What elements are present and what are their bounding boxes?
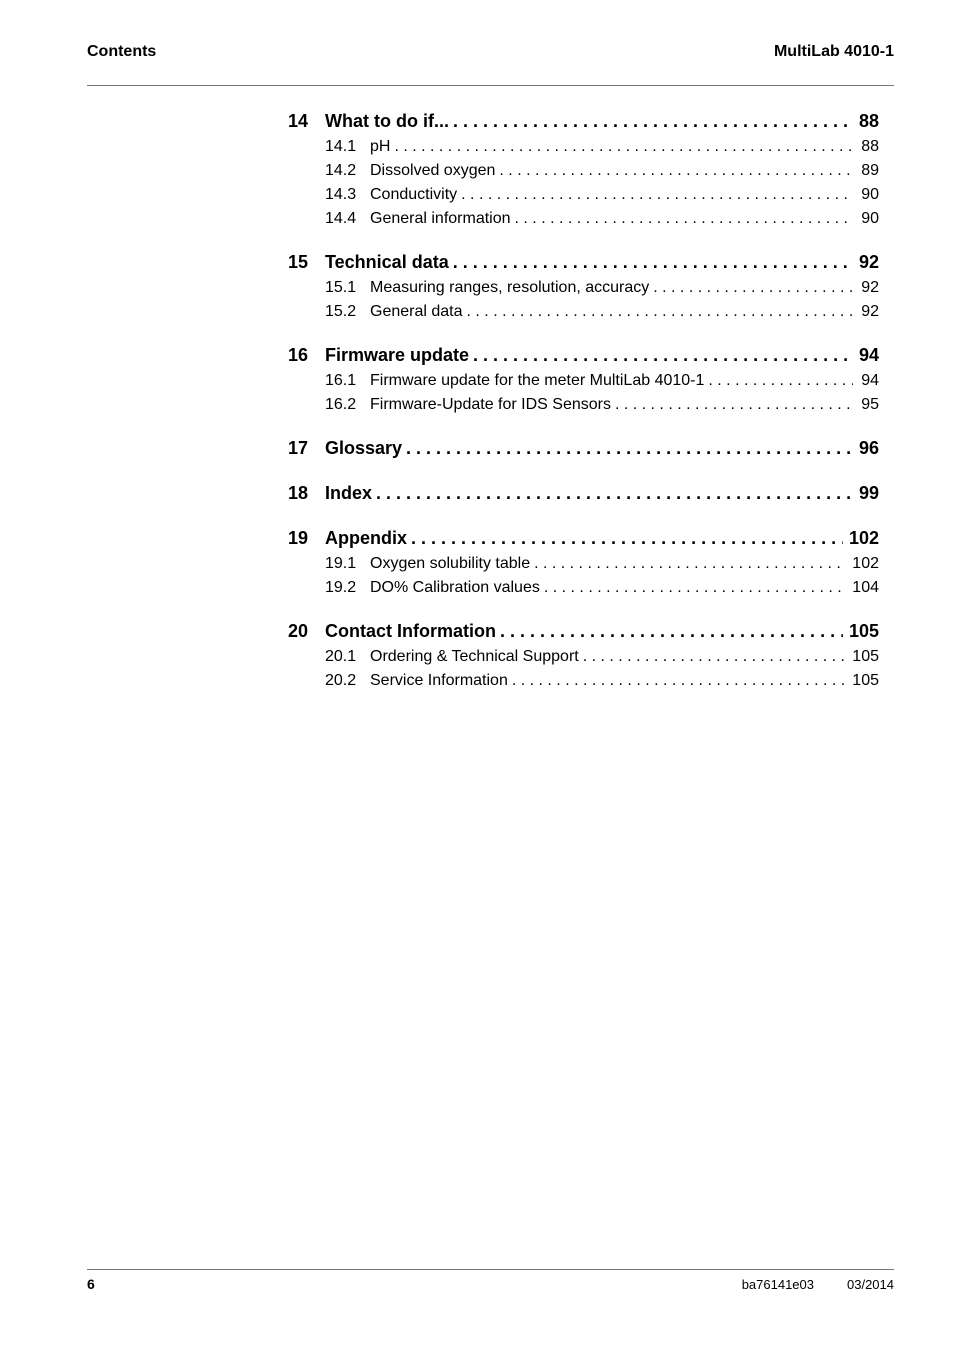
section-title: Firmware update for the meter MultiLab 4010-1 bbox=[370, 372, 705, 389]
section-title: pH bbox=[370, 138, 391, 155]
toc-section-entry[interactable] bbox=[288, 183, 879, 207]
section-number: 19.2 bbox=[325, 579, 357, 596]
dot-leader bbox=[534, 552, 846, 576]
toc-section-entry[interactable] bbox=[288, 393, 879, 417]
chapter-page-number: 94 bbox=[858, 345, 879, 365]
chapter-page-number: 88 bbox=[858, 111, 879, 131]
toc-chapter-entry[interactable] bbox=[288, 618, 879, 645]
chapter-title: Appendix bbox=[325, 528, 408, 548]
chapter-number: 14 bbox=[288, 111, 309, 131]
section-page-number: 94 bbox=[861, 372, 879, 389]
dot-leader bbox=[473, 342, 853, 369]
chapter-page-number: 99 bbox=[858, 483, 879, 503]
toc-chapter-entry[interactable] bbox=[288, 525, 879, 552]
dot-leader bbox=[544, 576, 846, 600]
toc-chapter-entry[interactable] bbox=[288, 249, 879, 276]
toc-section-entry[interactable] bbox=[288, 276, 879, 300]
dot-leader bbox=[500, 618, 843, 645]
section-number: 14.4 bbox=[325, 210, 357, 227]
dot-leader bbox=[499, 159, 853, 183]
header-divider bbox=[87, 85, 894, 86]
toc-section-entry[interactable] bbox=[288, 645, 879, 669]
dot-leader bbox=[411, 525, 843, 552]
header-product-name: MultiLab 4010-1 bbox=[773, 43, 894, 60]
chapter-title: What to do if... bbox=[325, 111, 449, 131]
dot-leader bbox=[467, 300, 853, 324]
chapter-page-number: 96 bbox=[858, 438, 879, 458]
section-page-number: 105 bbox=[852, 672, 879, 689]
toc-section-entry[interactable] bbox=[288, 135, 879, 159]
toc-chapter bbox=[288, 108, 879, 231]
section-title: Ordering & Technical Support bbox=[370, 648, 579, 665]
dot-leader bbox=[708, 369, 853, 393]
section-page-number: 92 bbox=[861, 303, 879, 320]
section-title: General information bbox=[370, 210, 511, 227]
section-page-number: 95 bbox=[861, 396, 879, 413]
section-number: 16.2 bbox=[325, 396, 357, 413]
dot-leader bbox=[461, 183, 853, 207]
toc-section-entry[interactable] bbox=[288, 552, 879, 576]
chapter-page-number: 102 bbox=[848, 528, 879, 548]
footer-document-code: ba76141e03 bbox=[741, 1277, 814, 1292]
section-title: DO% Calibration values bbox=[370, 579, 540, 596]
dot-leader bbox=[512, 669, 846, 693]
toc-chapter bbox=[288, 249, 879, 324]
section-number: 15.2 bbox=[325, 303, 357, 320]
dot-leader bbox=[615, 393, 853, 417]
dot-leader bbox=[653, 276, 853, 300]
footer-page-number: 6 bbox=[87, 1276, 95, 1292]
section-number: 14.2 bbox=[325, 162, 357, 179]
dot-leader bbox=[453, 249, 853, 276]
section-title: Service Information bbox=[370, 672, 508, 689]
section-page-number: 102 bbox=[852, 555, 879, 572]
toc-chapter-entry[interactable] bbox=[288, 108, 879, 135]
dot-leader bbox=[453, 108, 853, 135]
chapter-title: Technical data bbox=[325, 252, 449, 272]
section-page-number: 88 bbox=[861, 138, 879, 155]
section-page-number: 89 bbox=[861, 162, 879, 179]
chapter-title: Glossary bbox=[325, 438, 403, 458]
toc-section-entry[interactable] bbox=[288, 576, 879, 600]
section-number: 16.1 bbox=[325, 372, 357, 389]
chapter-number: 16 bbox=[288, 345, 309, 365]
footer-document-date: 03/2014 bbox=[847, 1277, 894, 1292]
chapter-number: 20 bbox=[288, 621, 309, 641]
toc-section-entry[interactable] bbox=[288, 300, 879, 324]
header-section-title: Contents bbox=[87, 43, 157, 60]
page-header bbox=[87, 40, 894, 68]
dot-leader bbox=[583, 645, 847, 669]
section-page-number: 104 bbox=[852, 579, 879, 596]
chapter-number: 15 bbox=[288, 252, 309, 272]
toc-section-entry[interactable] bbox=[288, 207, 879, 231]
section-page-number: 105 bbox=[852, 648, 879, 665]
chapter-number: 17 bbox=[288, 438, 309, 458]
section-page-number: 92 bbox=[861, 279, 879, 296]
toc-chapter bbox=[288, 480, 879, 507]
section-number: 20.2 bbox=[325, 672, 357, 689]
toc-section-entry[interactable] bbox=[288, 669, 879, 693]
toc-chapter bbox=[288, 435, 879, 462]
dot-leader bbox=[376, 480, 853, 507]
dot-leader bbox=[515, 207, 853, 231]
footer-divider bbox=[87, 1269, 894, 1270]
toc-chapter bbox=[288, 525, 879, 600]
section-title: Measuring ranges, resolution, accuracy bbox=[370, 279, 650, 296]
chapter-title: Index bbox=[325, 483, 373, 503]
table-of-contents bbox=[288, 108, 879, 711]
chapter-title: Contact Information bbox=[325, 621, 496, 641]
section-number: 19.1 bbox=[325, 555, 357, 572]
section-number: 14.3 bbox=[325, 186, 357, 203]
toc-chapter bbox=[288, 618, 879, 693]
section-page-number: 90 bbox=[861, 210, 879, 227]
section-title: Dissolved oxygen bbox=[370, 162, 496, 179]
chapter-page-number: 92 bbox=[858, 252, 879, 272]
section-number: 20.1 bbox=[325, 648, 357, 665]
section-title: Oxygen solubility table bbox=[370, 555, 531, 572]
section-title: General data bbox=[370, 303, 463, 320]
chapter-page-number: 105 bbox=[848, 621, 879, 641]
section-number: 15.1 bbox=[325, 279, 357, 296]
section-number: 14.1 bbox=[325, 138, 357, 155]
dot-leader bbox=[406, 435, 853, 462]
toc-section-entry[interactable] bbox=[288, 159, 879, 183]
section-page-number: 90 bbox=[861, 186, 879, 203]
toc-chapter-entry[interactable] bbox=[288, 342, 879, 369]
toc-chapter-entry[interactable] bbox=[288, 435, 879, 462]
chapter-number: 19 bbox=[288, 528, 309, 548]
section-title: Firmware-Update for IDS Sensors bbox=[370, 396, 611, 413]
toc-chapter-entry[interactable] bbox=[288, 480, 879, 507]
section-title: Conductivity bbox=[370, 186, 458, 203]
toc-section-entry[interactable] bbox=[288, 369, 879, 393]
dot-leader bbox=[394, 135, 853, 159]
toc-chapter bbox=[288, 342, 879, 417]
chapter-title: Firmware update bbox=[325, 345, 470, 365]
chapter-number: 18 bbox=[288, 483, 309, 503]
